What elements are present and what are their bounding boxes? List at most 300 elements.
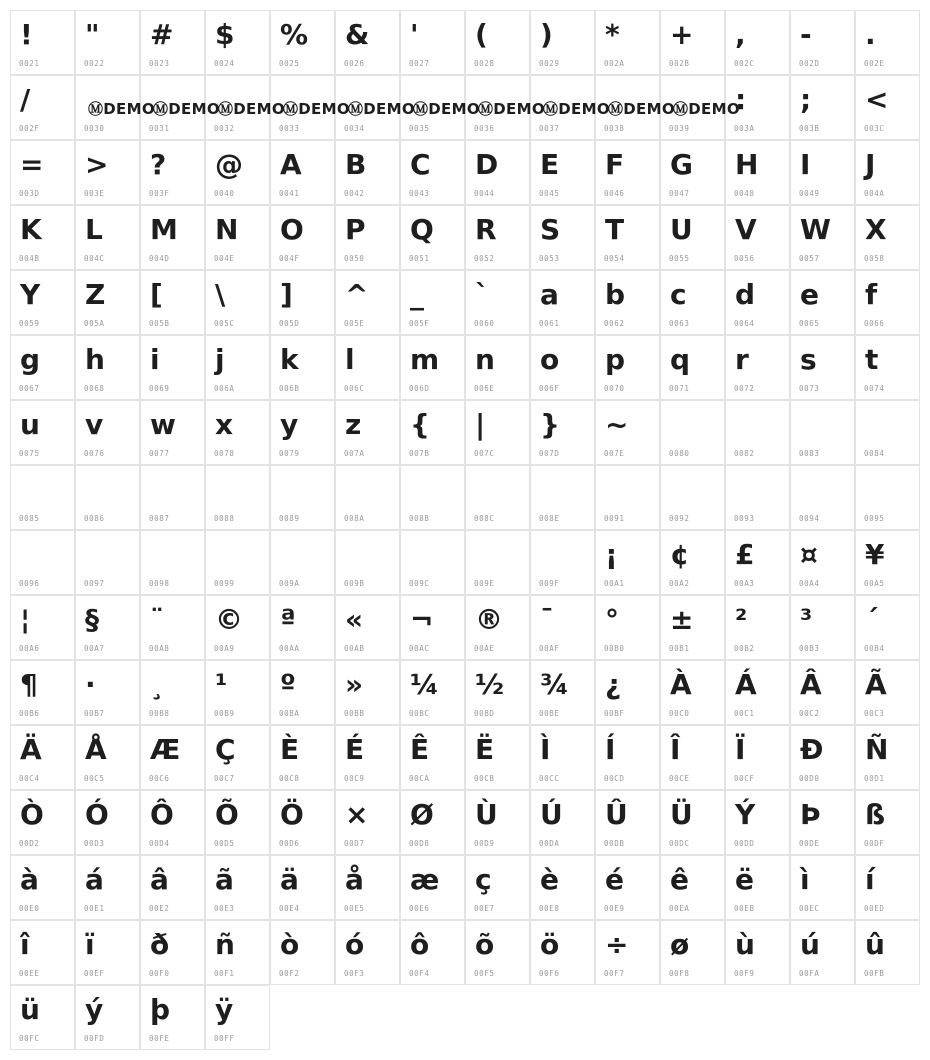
codepoint-label: 00CC [539, 774, 560, 783]
glyph-cell[interactable] [270, 530, 335, 595]
glyph-cell[interactable] [10, 595, 75, 660]
glyph-preview: Ø [410, 798, 434, 831]
glyph-cell[interactable] [530, 465, 595, 530]
glyph-preview: ñ [215, 928, 235, 961]
codepoint-label: 00B6 [19, 709, 40, 718]
glyph-cell[interactable] [400, 10, 465, 75]
glyph-cell[interactable] [660, 725, 725, 790]
codepoint-label: 00DE [799, 839, 820, 848]
glyph-cell[interactable] [400, 465, 465, 530]
glyph-cell[interactable] [465, 920, 530, 985]
codepoint-label: 00D9 [474, 839, 495, 848]
glyph-cell[interactable] [205, 270, 270, 335]
glyph-cell[interactable] [10, 10, 75, 75]
glyph-preview: Õ [215, 798, 239, 831]
demo-watermark-glyph: ⓂDEMO [413, 100, 480, 118]
glyph-cell[interactable] [140, 335, 205, 400]
glyph-cell[interactable] [10, 725, 75, 790]
glyph-cell[interactable] [530, 530, 595, 595]
glyph-cell[interactable] [335, 10, 400, 75]
glyph-preview: x [215, 408, 234, 441]
glyph-cell[interactable] [660, 10, 725, 75]
glyph-preview: û [865, 928, 885, 961]
glyph-cell[interactable] [725, 270, 790, 335]
glyph-cell[interactable] [725, 205, 790, 270]
glyph-cell[interactable] [75, 205, 140, 270]
codepoint-label: 0091 [604, 514, 625, 523]
glyph-cell[interactable] [530, 140, 595, 205]
glyph-cell[interactable] [140, 465, 205, 530]
glyph-cell[interactable] [595, 725, 660, 790]
glyph-cell[interactable] [335, 725, 400, 790]
glyph-cell[interactable] [855, 920, 920, 985]
glyph-cell[interactable] [205, 725, 270, 790]
codepoint-label: 0070 [604, 384, 625, 393]
glyph-cell[interactable] [530, 270, 595, 335]
glyph-preview: A [280, 148, 302, 181]
glyph-cell[interactable] [790, 465, 855, 530]
glyph-cell[interactable] [140, 10, 205, 75]
glyph-cell[interactable] [140, 920, 205, 985]
glyph-cell[interactable] [10, 985, 75, 1050]
glyph-cell[interactable] [75, 530, 140, 595]
glyph-cell[interactable] [465, 790, 530, 855]
glyph-cell[interactable] [725, 75, 790, 140]
codepoint-label: 007B [409, 449, 430, 458]
glyph-cell[interactable] [660, 400, 725, 465]
glyph-cell[interactable] [855, 75, 920, 140]
glyph-cell[interactable] [465, 270, 530, 335]
glyph-cell[interactable] [270, 595, 335, 660]
glyph-cell[interactable] [530, 855, 595, 920]
glyph-cell[interactable] [660, 140, 725, 205]
glyph-preview: Ñ [865, 733, 889, 766]
glyph-cell[interactable] [595, 920, 660, 985]
codepoint-label: 00EA [669, 904, 690, 913]
glyph-cell[interactable] [140, 725, 205, 790]
glyph-cell[interactable] [140, 400, 205, 465]
glyph-cell[interactable] [465, 855, 530, 920]
glyph-cell[interactable] [270, 335, 335, 400]
codepoint-label: 00E9 [604, 904, 625, 913]
glyph-cell[interactable] [10, 335, 75, 400]
glyph-cell[interactable] [335, 400, 400, 465]
glyph-preview: K [20, 213, 42, 246]
glyph-cell[interactable] [790, 725, 855, 790]
glyph-preview: Î [670, 733, 681, 766]
glyph-cell[interactable] [335, 140, 400, 205]
codepoint-label: 0033 [279, 124, 300, 133]
glyph-cell[interactable] [725, 725, 790, 790]
glyph-cell[interactable] [10, 75, 75, 140]
glyph-cell[interactable] [75, 920, 140, 985]
glyph-cell[interactable] [270, 790, 335, 855]
codepoint-label: 00D0 [799, 774, 820, 783]
codepoint-label: 00AF [539, 644, 560, 653]
glyph-cell[interactable] [530, 595, 595, 660]
glyph-cell[interactable] [660, 270, 725, 335]
glyph-cell[interactable] [270, 270, 335, 335]
glyph-cell[interactable] [205, 400, 270, 465]
codepoint-label: 009B [344, 579, 365, 588]
glyph-preview: X [865, 213, 887, 246]
glyph-preview: f [865, 278, 878, 311]
glyph-cell[interactable] [660, 335, 725, 400]
glyph-cell[interactable] [75, 725, 140, 790]
glyph-cell[interactable] [855, 205, 920, 270]
codepoint-label: 00C7 [214, 774, 235, 783]
glyph-cell[interactable] [465, 465, 530, 530]
codepoint-label: 0097 [84, 579, 105, 588]
glyph-preview: Ð [800, 733, 824, 766]
codepoint-label: 00E0 [19, 904, 40, 913]
glyph-cell[interactable] [465, 530, 530, 595]
glyph-preview: ò [280, 928, 300, 961]
glyph-cell[interactable] [400, 530, 465, 595]
glyph-cell[interactable] [725, 595, 790, 660]
glyph-cell[interactable] [400, 725, 465, 790]
codepoint-label: 0092 [669, 514, 690, 523]
glyph-cell[interactable] [855, 270, 920, 335]
glyph-cell[interactable] [270, 10, 335, 75]
glyph-cell[interactable] [660, 205, 725, 270]
glyph-cell[interactable] [10, 855, 75, 920]
glyph-cell[interactable] [595, 400, 660, 465]
glyph-cell[interactable] [140, 985, 205, 1050]
glyph-preview: > [85, 148, 109, 181]
demo-watermark-glyph: ⓂDEMO [153, 100, 220, 118]
glyph-cell[interactable] [400, 140, 465, 205]
glyph-cell[interactable] [660, 920, 725, 985]
glyph-cell[interactable] [855, 725, 920, 790]
glyph-cell[interactable] [530, 920, 595, 985]
glyph-cell[interactable] [400, 335, 465, 400]
glyph-preview: Í [605, 733, 616, 766]
glyph-cell[interactable] [75, 140, 140, 205]
demo-watermark-glyph: ⓂDEMO [608, 100, 675, 118]
glyph-cell[interactable] [205, 10, 270, 75]
glyph-cell[interactable] [790, 660, 855, 725]
codepoint-label: 006C [344, 384, 365, 393]
glyph-cell[interactable] [75, 270, 140, 335]
glyph-cell[interactable] [75, 660, 140, 725]
glyph-cell[interactable] [595, 530, 660, 595]
glyph-cell[interactable] [790, 530, 855, 595]
glyph-cell[interactable] [725, 400, 790, 465]
codepoint-label: 00BF [604, 709, 625, 718]
glyph-preview: ' [410, 18, 419, 51]
codepoint-label: 00C0 [669, 709, 690, 718]
glyph-preview: / [20, 83, 31, 116]
glyph-preview: å [345, 863, 364, 896]
glyph-preview: Ò [20, 798, 44, 831]
glyph-cell[interactable] [855, 595, 920, 660]
glyph-cell[interactable] [855, 660, 920, 725]
codepoint-label: 0078 [214, 449, 235, 458]
glyph-cell[interactable] [205, 855, 270, 920]
glyph-cell[interactable] [790, 140, 855, 205]
glyph-cell[interactable] [530, 725, 595, 790]
glyph-cell[interactable] [855, 530, 920, 595]
glyph-cell[interactable] [790, 335, 855, 400]
codepoint-label: 0029 [539, 59, 560, 68]
glyph-cell[interactable] [400, 270, 465, 335]
glyph-cell[interactable] [725, 335, 790, 400]
codepoint-label: 00BE [539, 709, 560, 718]
glyph-cell[interactable] [270, 660, 335, 725]
codepoint-label: 00C2 [799, 709, 820, 718]
glyph-cell[interactable] [335, 205, 400, 270]
codepoint-label: 004B [19, 254, 40, 263]
glyph-cell[interactable] [10, 920, 75, 985]
glyph-cell[interactable] [530, 335, 595, 400]
glyph-cell[interactable] [140, 595, 205, 660]
glyph-cell[interactable] [595, 660, 660, 725]
glyph-cell[interactable] [595, 790, 660, 855]
glyph-cell[interactable] [10, 465, 75, 530]
glyph-cell[interactable] [790, 920, 855, 985]
glyph-cell[interactable] [465, 725, 530, 790]
glyph-cell[interactable] [595, 140, 660, 205]
glyph-cell[interactable] [790, 75, 855, 140]
codepoint-label: 0046 [604, 189, 625, 198]
glyph-cell[interactable] [270, 725, 335, 790]
glyph-cell[interactable] [725, 530, 790, 595]
glyph-cell[interactable] [10, 660, 75, 725]
codepoint-label: 0085 [19, 514, 40, 523]
codepoint-label: 009E [474, 579, 495, 588]
glyph-cell[interactable] [400, 790, 465, 855]
glyph-cell[interactable] [530, 205, 595, 270]
glyph-preview: ê [670, 863, 689, 896]
glyph-cell[interactable] [140, 790, 205, 855]
glyph-preview: w [150, 408, 176, 441]
glyph-cell[interactable] [400, 595, 465, 660]
glyph-cell[interactable] [75, 790, 140, 855]
codepoint-label: 00EC [799, 904, 820, 913]
glyph-cell[interactable] [790, 400, 855, 465]
glyph-cell[interactable] [75, 400, 140, 465]
codepoint-label: 006A [214, 384, 235, 393]
glyph-cell[interactable] [465, 595, 530, 660]
glyph-cell[interactable] [465, 400, 530, 465]
codepoint-label: 004D [149, 254, 170, 263]
glyph-cell[interactable] [790, 205, 855, 270]
glyph-cell[interactable] [855, 400, 920, 465]
codepoint-label: 0065 [799, 319, 820, 328]
glyph-cell[interactable] [270, 205, 335, 270]
glyph-cell[interactable] [530, 660, 595, 725]
glyph-cell[interactable] [270, 855, 335, 920]
codepoint-label: 00AB [344, 644, 365, 653]
glyph-cell[interactable] [205, 465, 270, 530]
codepoint-label: 0041 [279, 189, 300, 198]
glyph-cell[interactable] [140, 140, 205, 205]
glyph-cell[interactable] [205, 660, 270, 725]
glyph-cell[interactable] [140, 660, 205, 725]
glyph-cell[interactable] [790, 270, 855, 335]
codepoint-label: 00CB [474, 774, 495, 783]
glyph-cell[interactable] [400, 660, 465, 725]
glyph-cell[interactable] [335, 595, 400, 660]
glyph-cell[interactable] [595, 270, 660, 335]
codepoint-label: 0075 [19, 449, 40, 458]
glyph-cell[interactable] [270, 920, 335, 985]
glyph-cell[interactable] [10, 205, 75, 270]
glyph-cell[interactable] [140, 855, 205, 920]
glyph-cell[interactable] [400, 400, 465, 465]
glyph-cell[interactable] [335, 855, 400, 920]
glyph-cell[interactable] [10, 270, 75, 335]
glyph-cell[interactable] [855, 140, 920, 205]
glyph-preview: # [150, 18, 174, 51]
glyph-cell[interactable] [465, 660, 530, 725]
codepoint-label: 00B1 [669, 644, 690, 653]
glyph-cell[interactable] [335, 660, 400, 725]
glyph-cell[interactable] [660, 595, 725, 660]
demo-watermark-glyph: ⓂDEMO [88, 100, 155, 118]
codepoint-label: 0082 [734, 449, 755, 458]
glyph-preview: ï [85, 928, 95, 961]
codepoint-label: 00A5 [864, 579, 885, 588]
glyph-cell[interactable] [595, 205, 660, 270]
glyph-cell[interactable] [725, 10, 790, 75]
glyph-cell[interactable] [400, 855, 465, 920]
glyph-cell[interactable] [595, 10, 660, 75]
glyph-cell[interactable] [400, 205, 465, 270]
glyph-cell[interactable] [725, 855, 790, 920]
glyph-cell[interactable] [725, 140, 790, 205]
glyph-preview: á [85, 863, 104, 896]
glyph-cell[interactable] [465, 205, 530, 270]
glyph-cell[interactable] [855, 10, 920, 75]
glyph-cell[interactable] [140, 530, 205, 595]
glyph-cell[interactable] [335, 270, 400, 335]
codepoint-label: 0080 [669, 449, 690, 458]
glyph-preview: d [735, 278, 756, 311]
glyph-cell[interactable] [725, 465, 790, 530]
glyph-cell[interactable] [855, 855, 920, 920]
glyph-cell[interactable] [465, 335, 530, 400]
codepoint-label: 00AA [279, 644, 300, 653]
glyph-cell[interactable] [790, 10, 855, 75]
codepoint-label: 00B3 [799, 644, 820, 653]
glyph-cell[interactable] [660, 660, 725, 725]
glyph-preview: ÷ [605, 928, 629, 961]
glyph-cell[interactable] [75, 75, 155, 140]
glyph-preview: e [800, 278, 819, 311]
codepoint-label: 00E8 [539, 904, 560, 913]
glyph-cell[interactable] [10, 530, 75, 595]
codepoint-label: 0096 [19, 579, 40, 588]
glyph-cell[interactable] [140, 270, 205, 335]
glyph-preview: & [345, 18, 370, 51]
codepoint-label: 00B4 [864, 644, 885, 653]
codepoint-label: 005F [409, 319, 430, 328]
glyph-cell[interactable] [75, 985, 140, 1050]
glyph-cell[interactable] [465, 10, 530, 75]
codepoint-label: 00EB [734, 904, 755, 913]
glyph-cell[interactable] [205, 335, 270, 400]
codepoint-label: 006B [279, 384, 300, 393]
glyph-cell[interactable] [400, 920, 465, 985]
glyph-cell[interactable] [465, 140, 530, 205]
glyph-cell[interactable] [725, 790, 790, 855]
glyph-preview: H [735, 148, 759, 181]
glyph-cell[interactable] [335, 530, 400, 595]
glyph-cell[interactable] [335, 335, 400, 400]
glyph-cell[interactable] [270, 400, 335, 465]
glyph-cell[interactable] [855, 790, 920, 855]
glyph-cell[interactable] [75, 855, 140, 920]
glyph-cell[interactable] [205, 985, 270, 1050]
glyph-cell[interactable] [530, 10, 595, 75]
glyph-cell[interactable] [595, 335, 660, 400]
glyph-preview: à [20, 863, 39, 896]
glyph-cell[interactable] [790, 790, 855, 855]
codepoint-label: 00C6 [149, 774, 170, 783]
glyph-cell[interactable] [595, 595, 660, 660]
glyph-cell[interactable] [855, 335, 920, 400]
glyph-cell[interactable] [855, 465, 920, 530]
glyph-preview: ~ [605, 408, 629, 441]
codepoint-label: 0059 [19, 319, 40, 328]
glyph-cell[interactable] [270, 140, 335, 205]
glyph-cell[interactable] [75, 595, 140, 660]
glyph-cell[interactable] [140, 205, 205, 270]
glyph-cell[interactable] [530, 400, 595, 465]
codepoint-label: 00D5 [214, 839, 235, 848]
glyph-cell[interactable] [205, 920, 270, 985]
glyph-cell[interactable] [335, 790, 400, 855]
glyph-cell[interactable] [10, 140, 75, 205]
glyph-cell[interactable] [595, 855, 660, 920]
glyph-preview: ² [735, 603, 748, 636]
glyph-cell[interactable] [335, 920, 400, 985]
glyph-cell[interactable] [10, 790, 75, 855]
glyph-cell[interactable] [335, 465, 400, 530]
codepoint-label: 0053 [539, 254, 560, 263]
glyph-cell[interactable] [205, 790, 270, 855]
codepoint-label: 008B [409, 514, 430, 523]
glyph-preview: + [670, 18, 694, 51]
glyph-preview: · [85, 668, 96, 701]
glyph-cell[interactable] [205, 530, 270, 595]
glyph-cell[interactable] [790, 595, 855, 660]
glyph-cell[interactable] [660, 790, 725, 855]
glyph-cell[interactable] [75, 465, 140, 530]
glyph-cell[interactable] [595, 465, 660, 530]
glyph-cell[interactable] [75, 10, 140, 75]
glyph-cell[interactable] [660, 530, 725, 595]
glyph-cell[interactable] [725, 660, 790, 725]
codepoint-label: 003B [799, 124, 820, 133]
glyph-preview: Ú [540, 798, 563, 831]
glyph-cell[interactable] [205, 140, 270, 205]
glyph-cell[interactable] [75, 335, 140, 400]
glyph-cell[interactable] [205, 205, 270, 270]
glyph-cell[interactable] [790, 855, 855, 920]
glyph-cell[interactable] [725, 920, 790, 985]
glyph-preview: Ü [670, 798, 693, 831]
glyph-cell[interactable] [10, 400, 75, 465]
glyph-cell[interactable] [530, 790, 595, 855]
glyph-preview: ý [85, 993, 104, 1026]
glyph-cell[interactable] [660, 855, 725, 920]
glyph-cell[interactable] [270, 465, 335, 530]
glyph-cell[interactable] [205, 595, 270, 660]
glyph-cell[interactable] [660, 465, 725, 530]
